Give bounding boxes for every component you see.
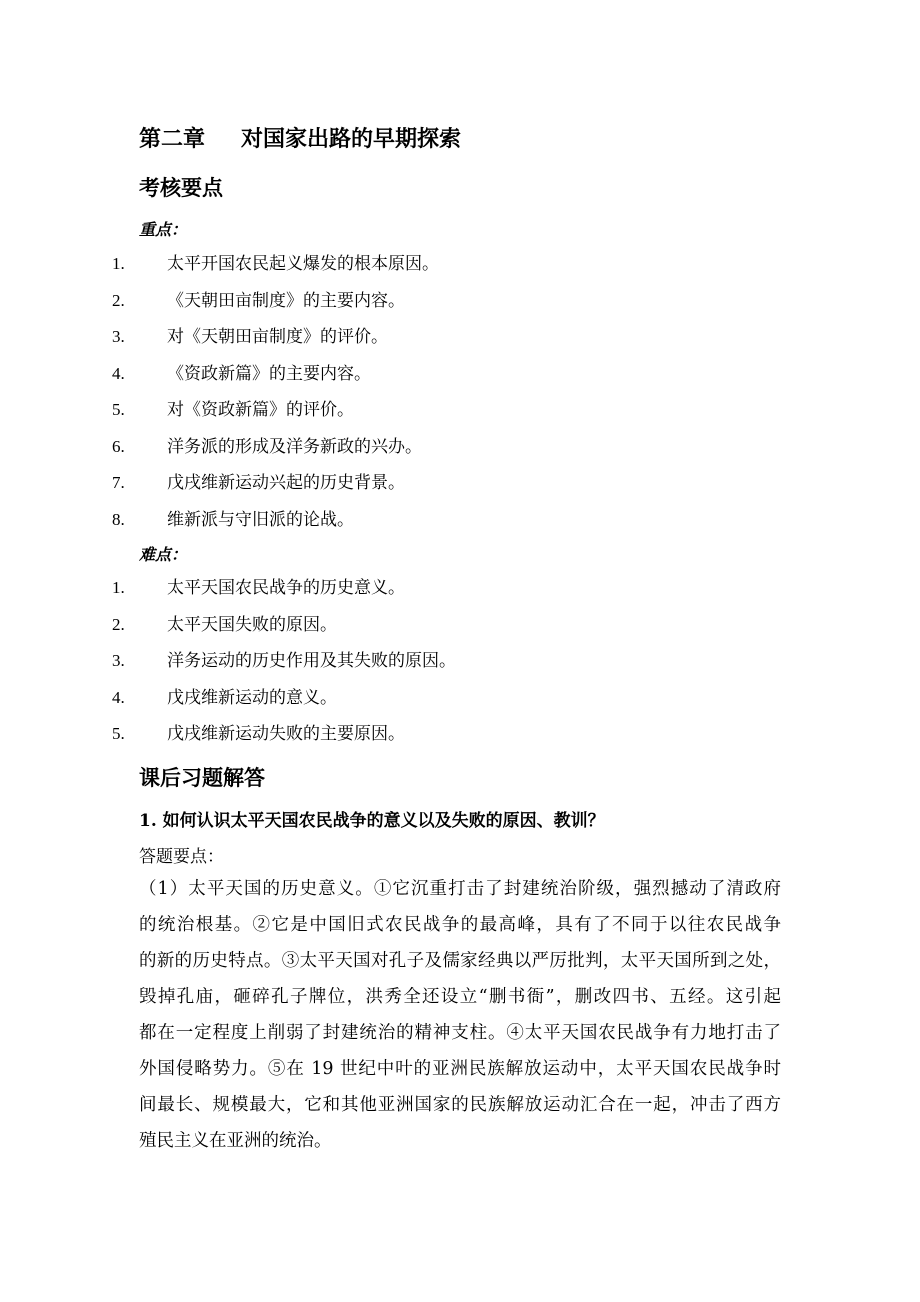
list-item-text: 维新派与守旧派的论战。 — [167, 509, 354, 530]
list-item-text: 《资政新篇》的主要内容。 — [167, 363, 371, 384]
list-item-text: 对《资政新篇》的评价。 — [167, 400, 354, 420]
list-item-number: 6. — [112, 436, 125, 456]
key-points-label: 重点： — [139, 220, 188, 239]
answer-line: 都在一定程度上削弱了封建统治的精神支柱。④太平天国农民战争有力地打击了 — [139, 1023, 781, 1043]
list-item-text: 《天朝田亩制度》的主要内容。 — [167, 290, 405, 311]
section-heading-exercises: 课后习题解答 — [139, 766, 265, 790]
chapter-title — [139, 122, 461, 153]
list-item-text: 对《天朝田亩制度》的评价。 — [167, 327, 388, 347]
list-item-text: 太平天国农民战争的历史意义。 — [167, 578, 405, 598]
answer-line: 毁掉孔庙，砸碎孔子牌位，洪秀全还设立“删书衙”，删改四书、五经。这引起 — [139, 987, 781, 1007]
list-item-number: 1. — [112, 254, 125, 273]
list-item — [112, 362, 371, 386]
list-item — [112, 289, 405, 313]
list-item-number: 1. — [112, 578, 125, 597]
list-item — [112, 649, 456, 673]
list-item-number: 7. — [112, 473, 125, 492]
list-item-text: 戊戌维新运动的意义。 — [167, 687, 337, 708]
list-item-text: 太平开国农民起义爆发的根本原因。 — [167, 254, 439, 274]
list-item-number: 8. — [112, 509, 125, 529]
answer-line: 间最长、规模最大，它和其他亚洲国家的民族解放运动汇合在一起，冲击了西方 — [139, 1095, 781, 1115]
list-item — [112, 471, 405, 495]
list-item-text: 戊戌维新运动失败的主要原因。 — [167, 724, 405, 744]
answer-line: 的统治根基。②它是中国旧式农民战争的最高峰，具有了不同于以往农民战争 — [139, 915, 781, 935]
list-item — [112, 325, 388, 349]
list-item-number: 5. — [112, 400, 125, 419]
list-item-number: 2. — [112, 290, 125, 310]
list-item-text: 洋务运动的历史作用及其失败的原因。 — [167, 651, 456, 671]
list-item-number: 4. — [112, 687, 125, 707]
list-item — [112, 613, 337, 637]
answer-label: 答题要点： — [139, 847, 224, 867]
list-item-text: 戊戌维新运动兴起的历史背景。 — [167, 473, 405, 493]
section-heading-key-points: 考核要点 — [139, 176, 223, 200]
chapter-number: 第二章 — [139, 127, 206, 152]
list-item-number: 2. — [112, 614, 125, 634]
answer-line: （1）太平天国的历史意义。①它沉重打击了封建统治阶级，强烈撼动了清政府 — [139, 879, 781, 899]
list-item-number: 5. — [112, 724, 125, 743]
list-item-number: 3. — [112, 327, 125, 346]
list-item-number: 3. — [112, 651, 125, 670]
list-item — [112, 686, 337, 710]
list-item — [112, 508, 354, 532]
list-item — [112, 398, 354, 422]
answer-line: 殖民主义在亚洲的统治。 — [139, 1131, 332, 1151]
list-item — [112, 252, 439, 276]
list-item-number: 4. — [112, 363, 125, 383]
answer-line: 外国侵略势力。⑤在 19 世纪中叶的亚洲民族解放运动中，太平天国农民战争时 — [139, 1059, 781, 1079]
chapter-name: 对国家出路的早期探索 — [241, 127, 462, 152]
list-item-text: 太平天国失败的原因。 — [167, 614, 337, 635]
list-item-text: 洋务派的形成及洋务新政的兴办。 — [167, 436, 422, 457]
difficult-points-label: 难点： — [139, 545, 188, 564]
answer-line: 的新的历史特点。③太平天国对孔子及儒家经典以严厉批判，太平天国所到之处， — [139, 951, 781, 971]
list-item — [112, 722, 405, 746]
list-item — [112, 435, 422, 459]
question-1: 1. 如何认识太平天国农民战争的意义以及失败的原因、教训？ — [139, 811, 605, 831]
list-item — [112, 576, 405, 600]
